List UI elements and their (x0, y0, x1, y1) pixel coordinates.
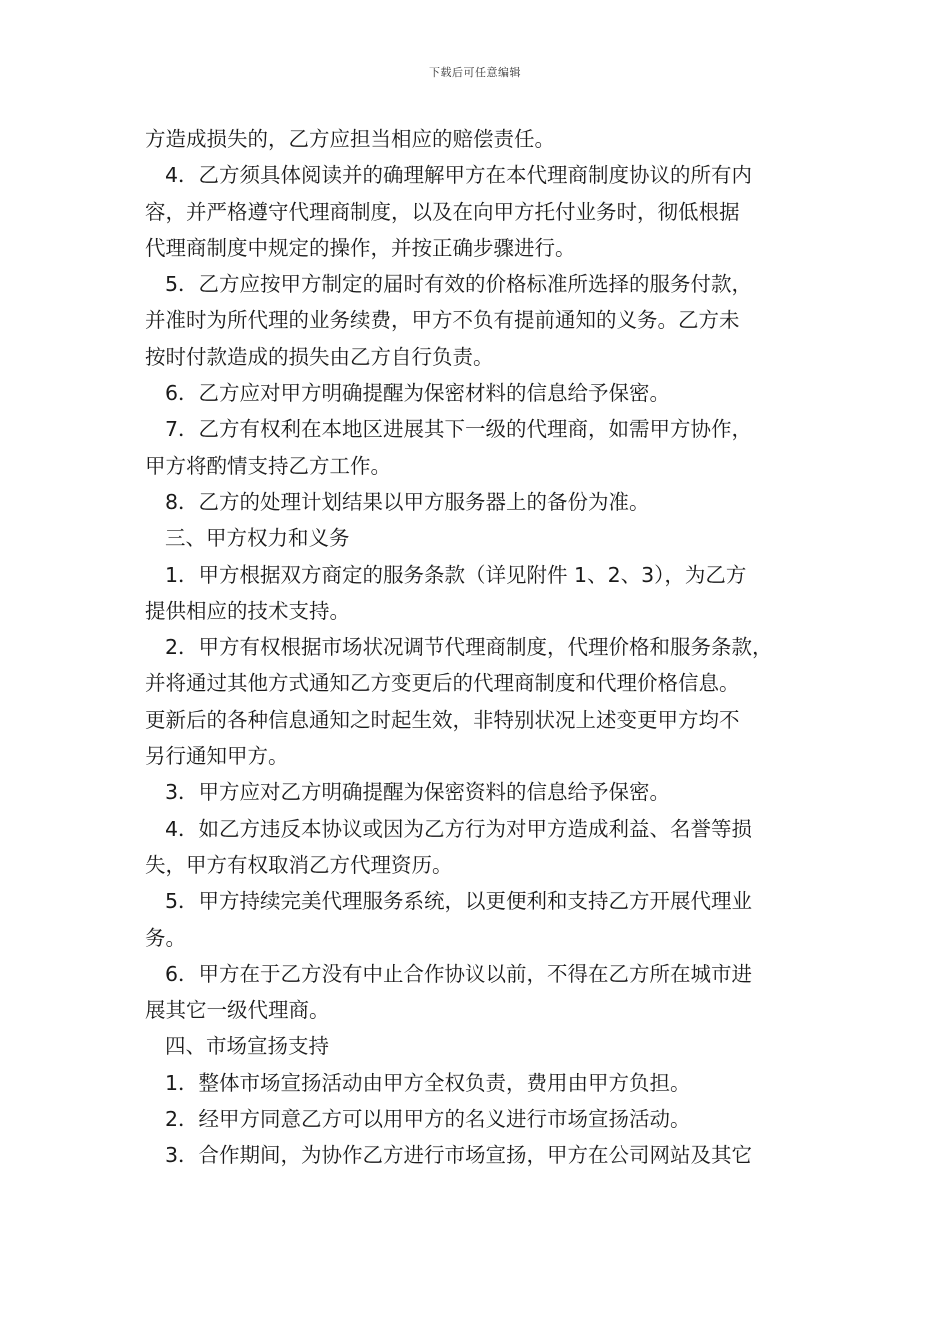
paragraph-line: 甲方将酌情支持乙方工作。 (145, 453, 391, 478)
paragraph-line: 7．乙方有权利在本地区进展其下一级的代理商，如需甲方协作， (165, 417, 753, 442)
paragraph-line: 按时付款造成的损失由乙方自行负责。 (145, 344, 494, 369)
paragraph-line: 8．乙方的处理计划结果以甲方服务器上的备份为准。 (165, 489, 650, 514)
paragraph-line: 展其它一级代理商。 (145, 998, 330, 1023)
paragraph-line: 代理商制度中规定的操作，并按正确步骤进行。 (145, 235, 576, 260)
paragraph-line: 5．乙方应按甲方制定的届时有效的价格标准所选择的服务付款， (165, 272, 753, 297)
paragraph-line: 1．甲方根据双方商定的服务条款（详见附件 1、2、3），为乙方 (165, 562, 747, 587)
paragraph-line: 更新后的各种信息通知之时起生效，非特别状况上述变更甲方均不 (145, 707, 740, 732)
paragraph-line: 另行通知甲方。 (145, 744, 289, 769)
paragraph-line: 3．合作期间，为协作乙方进行市场宣扬，甲方在公司网站及其它 (165, 1143, 753, 1168)
document-body (145, 121, 820, 1174)
paragraph-line: 6．甲方在于乙方没有中止合作协议以前，不得在乙方所在城市进 (165, 961, 753, 986)
paragraph-line: 1．整体市场宣扬活动由甲方全权负责，费用由甲方负担。 (165, 1070, 691, 1095)
page-header: 下载后可任意编辑 (429, 66, 521, 79)
paragraph-line: 并准时为所代理的业务续费，甲方不负有提前通知的义务。乙方未 (145, 308, 740, 333)
paragraph-line: 务。 (145, 925, 186, 950)
paragraph-line: 3．甲方应对乙方明确提醒为保密资料的信息给予保密。 (165, 780, 671, 805)
paragraph-line: 4．乙方须具体阅读并的确理解甲方在本代理商制度协议的所有内 (165, 163, 753, 188)
paragraph-line: 2．经甲方同意乙方可以用甲方的名义进行市场宣扬活动。 (165, 1107, 691, 1132)
paragraph-line: 提供相应的技术支持。 (145, 598, 350, 623)
paragraph-line: 5．甲方持续完美代理服务系统，以更便利和支持乙方开展代理业 (165, 889, 753, 914)
paragraph-line: 三、甲方权力和义务 (165, 526, 350, 551)
paragraph-line: 4．如乙方违反本协议或因为乙方行为对甲方造成利益、名誉等损 (165, 816, 753, 841)
paragraph-line: 失，甲方有权取消乙方代理资历。 (145, 852, 453, 877)
paragraph-line: 容，并严格遵守代理商制度，以及在向甲方托付业务时，彻低根据 (145, 199, 740, 224)
paragraph-line: 方造成损失的，乙方应担当相应的赔偿责任。 (145, 127, 555, 151)
paragraph-line: 四、市场宣扬支持 (165, 1034, 329, 1059)
paragraph-line: 2．甲方有权根据市场状况调节代理商制度，代理价格和服务条款， (165, 635, 773, 660)
paragraph-line: 6．乙方应对甲方明确提醒为保密材料的信息给予保密。 (165, 381, 671, 406)
paragraph-line: 并将通过其他方式通知乙方变更后的代理商制度和代理价格信息。 (145, 671, 740, 696)
